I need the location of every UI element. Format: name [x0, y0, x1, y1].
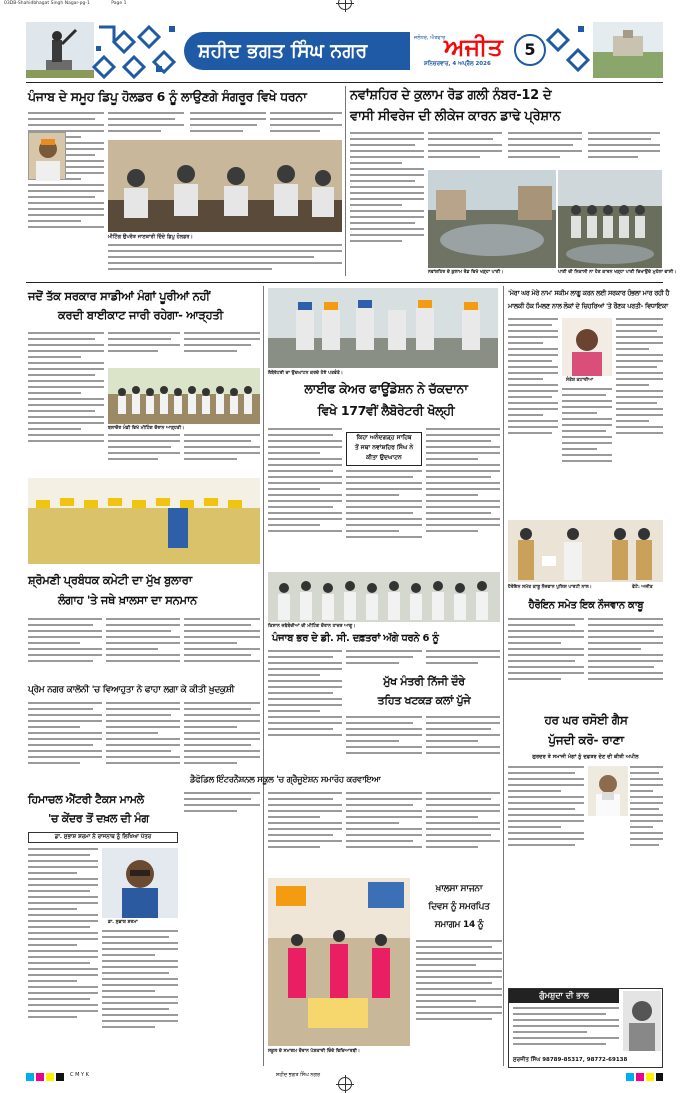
- sewage-col-2: [428, 132, 502, 170]
- lab-col-3: [426, 428, 500, 568]
- heroin-col-1: [508, 618, 584, 708]
- registration-mark-icon: [338, 0, 352, 10]
- women-portrait: [562, 318, 612, 376]
- heroin-caption: ਹੈਰੋਇਨ ਸਮੇਤ ਕਾਬੂ ਨੌਜਵਾਨ ਪੁਲਿਸ ਪਾਰਟੀ ਨਾਲ।: [508, 585, 592, 590]
- gas-col-1: [508, 766, 584, 876]
- school-col-4: [426, 792, 500, 872]
- himachal-subhead-text: ਡਾ. ਸੁਭਾਸ਼ ਸ਼ਰਮਾ ਨੇ ਰਾਜਨਾਥ ਨੂੰ ਲਿਖਿਆ ਪੱਤਰ: [54, 834, 152, 840]
- school-headline: ਡੈਫੋਡਿਲ ਇੰਟਰਨੈਸ਼ਨਲ ਸਕੂਲ 'ਚ ਗ੍ਰੈਜੂਏਸ਼ਨ ਸਮਾਰੋਹ ਕਰਵਾਇਆ: [190, 775, 381, 785]
- lab-inset-line1: ਕਿਹਾ ਅਨੰਦਗੜ੍ਹ ਸਾਹਿਬ: [356, 434, 412, 441]
- khalsa-headline-line2: ਦਿਵਸ ਨੂੰ ਸਮਰਪਿਤ: [428, 902, 490, 912]
- sewage-caption-left: ਨਵਾਂਸ਼ਹਿਰ ਦੇ ਕੁਲਾਮ ਰੋਡ ਵਿਖੇ ਖੜ੍ਹਾ ਪਾਣੀ।: [428, 270, 504, 275]
- lab-photo-main: [268, 288, 498, 368]
- sgpc-col-1: [28, 618, 102, 680]
- school-photo: [268, 878, 410, 1046]
- women-col-1: [508, 318, 558, 518]
- missing-headline-bar: [509, 989, 619, 1003]
- protest-headline: ਪੰਜਾਬ ਭਰ ਦੇ ਡੀ. ਸੀ. ਦਫ਼ਤਰਾਂ ਅੱਗੇ ਧਰਨੇ 6 ਨੂੰ: [272, 633, 439, 644]
- school-col-1: [184, 792, 260, 812]
- women-caption: ਸੰਤੋਸ਼ ਕਟਾਰੀਆ: [566, 378, 594, 383]
- heroin-col-2: [588, 618, 663, 708]
- sgpc-headline-line2: ਲੰਗਾਹ 'ਤੇ ਜਥੇ ਖ਼ਾਲਸਾ ਦਾ ਸਨਮਾਨ: [58, 593, 197, 607]
- demands-headline-line2: ਕਰਦੀ ਬਾਈਕਾਟ ਜਾਰੀ ਰਹੇਗਾ- ਆੜ੍ਹਤੀ: [58, 308, 223, 322]
- sewage-headline-line1: ਨਵਾਂਸ਼ਹਿਰ ਦੇ ਕੁਲਾਮ ਰੋਡ ਗਲੀ ਨੰਬਰ-12 ਦੇ: [350, 88, 552, 103]
- statue-icon: [26, 22, 94, 78]
- depot-col-4: [270, 112, 342, 136]
- khalsa-headline-line1: ਖ਼ਾਲਸਾ ਸਾਜਨਾ: [435, 884, 483, 894]
- brand-logo: ਅਜੀਤ: [444, 33, 503, 61]
- demands-col-3: [184, 332, 260, 366]
- demands-photo: [108, 368, 260, 424]
- lab-col-1: [268, 428, 342, 568]
- heroin-photo: [508, 520, 663, 582]
- phulkari-pattern: [94, 22, 184, 78]
- school-caption: ਸਕੂਲ ਦੇ ਸਮਾਗਮ ਦੌਰਾਨ ਪੇਸ਼ਕਾਰੀ ਦਿੰਦੇ ਵਿਦਿਆਰਥੀ।: [268, 1049, 361, 1054]
- masthead: [26, 22, 663, 78]
- color-swatch-magenta: [36, 1073, 44, 1081]
- depot-caption: ਮੀਟਿੰਗ ਉਪਰੰਤ ਜਾਣਕਾਰੀ ਦਿੰਦੇ ਡਿਪੂ ਹੋਲਡਰ।: [108, 234, 193, 240]
- himachal-col-2: [102, 930, 178, 1050]
- color-swatch-cyan: [26, 1073, 34, 1081]
- gas-headline-line1: ਹਰ ਘਰ ਰਸੋਈ ਗੈਸ: [544, 713, 628, 727]
- masthead-band: [184, 32, 544, 70]
- minister-col-1: [346, 716, 422, 772]
- page-slug: [4, 1, 244, 9]
- sgpc-col-3: [184, 618, 260, 680]
- minister-headline-line1: ਮੁੱਖ ਮੰਤਰੀ ਨਿੱਜੀ ਦੌਰੇ: [383, 675, 465, 688]
- school-col-3: [346, 792, 422, 872]
- color-swatch-yellow: [46, 1073, 54, 1081]
- lab-headline-line2: ਵਿਖੇ 177ਵੀਂ ਲੈਬੋਰੇਟਰੀ ਖੋਲ੍ਹੀ: [317, 403, 455, 418]
- sewage-photo-left: [428, 170, 556, 268]
- color-swatch-right-magenta: [636, 1073, 644, 1081]
- demands-col-2: [108, 332, 180, 366]
- love-col-1: [28, 702, 102, 790]
- missing-photo: [623, 991, 661, 1051]
- women-headline-line1: 'ਮੇਰਾ ਘਰ ਮੇਰੇ ਨਾਮ' ਸਕੀਮ ਲਾਗੂ ਕਰਨ ਲਈ ਸਰਕਾਰ ਹੰਭਲਾ ਮਾਰ ਰਹੀ ਹੈ: [508, 289, 670, 297]
- column-divider: [503, 286, 504, 1066]
- demands-col-4: [108, 434, 180, 474]
- himachal-headline-line1: ਹਿਮਾਚਲ ਐਂਟਰੀ ਟੈਕਸ ਮਾਮਲੇ: [28, 793, 144, 806]
- protest-col-1: [268, 650, 342, 770]
- depot-col-3: [190, 112, 266, 136]
- depot-col-5: [108, 244, 342, 282]
- section-rule: [26, 282, 663, 283]
- lab-inset-line3: ਕੀਤਾ ਉਦਘਾਟਨ: [366, 454, 402, 461]
- sewage-caption-right: ਪਾਣੀ ਦੀ ਨਿਕਾਸੀ ਨਾ ਹੋਣ ਕਾਰਨ ਖੜ੍ਹਾ ਪਾਣੀ ਦਿਖਾਉਂਦੇ ਮੁਹੱਲਾ ਵਾਸੀ।: [558, 270, 677, 275]
- statue-photo: [26, 22, 94, 78]
- women-col-3: [616, 318, 663, 518]
- minister-headline-line2: ਤਹਿਤ ਖਟਕੜ ਕਲਾਂ ਪੁੱਜੇ: [377, 694, 471, 707]
- protest-photo: [268, 572, 500, 622]
- protest-col-3: [426, 650, 500, 674]
- gas-headline-line2: ਪੁੱਜਦੀ ਕਰੋ- ਰਾਣਾ: [548, 733, 624, 747]
- footer-bar: [26, 1070, 663, 1084]
- missing-footer: ਸੁਰਜੀਤ ਸਿੰਘ 98789-85317, 98772-69138: [513, 1057, 628, 1063]
- depot-headline: ਪੰਜਾਬ ਦੇ ਸਮੂਹ ਡਿਪੂ ਹੋਲਡਰ 6 ਨੂੰ ਲਾਉਣਗੇ ਸੰਗਰੂਰ ਵਿਖੇ ਧਰਨਾ: [28, 89, 307, 104]
- depot-photo: [108, 140, 342, 232]
- himachal-subhead: [28, 832, 178, 843]
- himachal-headline-line2: 'ਚ ਕੇਂਦਰ ਤੋਂ ਦਖ਼ਲ ਦੀ ਮੰਗ: [48, 812, 149, 825]
- sgpc-col-2: [106, 618, 180, 680]
- protest-caption: ਕਿਸਾਨ ਜਥੇਬੰਦੀਆਂ ਦੀ ਮੀਟਿੰਗ ਦੌਰਾਨ ਹਾਜ਼ਰ ਆਗੂ।: [268, 624, 356, 629]
- missing-body: [513, 1007, 619, 1053]
- masthead-rule: [26, 82, 663, 83]
- column-divider: [345, 86, 346, 276]
- heroin-headline: ਹੈਰੋਇਨ ਸਮੇਤ ਇਕ ਨੌਜਵਾਨ ਕਾਬੂ: [528, 600, 644, 611]
- himachal-col-1: [28, 848, 98, 1048]
- footer-code: C M Y K: [70, 1072, 89, 1078]
- lab-caption: ਲੈਬੋਰੇਟਰੀ ਦਾ ਉਦਘਾਟਨ ਕਰਦੇ ਹੋਏ ਪਤਵੰਤੇ।: [268, 371, 343, 376]
- lab-col-2: [346, 470, 422, 568]
- portrait-photo: [28, 132, 66, 180]
- love-headline: ਪ੍ਰੇਮ ਨਗਰ ਕਾਲੋਨੀ 'ਚ ਵਿਆਹੁਤਾ ਨੇ ਫਾਹਾ ਲਗਾ ਕੇ ਕੀਤੀ ਖ਼ੁਦਕੁਸ਼ੀ: [28, 685, 235, 695]
- page-number: 5: [524, 40, 536, 59]
- sewage-col-3: [508, 132, 582, 170]
- column-divider: [263, 286, 264, 1066]
- lab-headline-line1: ਲਾਈਫ ਕੇਅਰ ਫਾਊਂਡੇਸ਼ਨ ਨੇ ਚੱਕਦਾਨਾ: [304, 381, 468, 396]
- color-swatch-right-black: [656, 1073, 663, 1081]
- himachal-caption: ਡਾ. ਸੁਭਾਸ਼ ਸ਼ਰਮਾ: [108, 920, 138, 925]
- file-label: 03DB-Shahidbhagat Singh Nagar-pg-1: [4, 1, 90, 6]
- edition-title: ਸ਼ਹੀਦ ਭਗਤ ਸਿੰਘ ਨਗਰ: [198, 40, 368, 62]
- khalsa-headline-line3: ਸਮਾਗਮ 14 ਨੂੰ: [434, 920, 484, 930]
- women-headline-line2: ਮਾਲਕੀ ਹੱਕ ਮਿਲਣ ਨਾਲ ਲੋਕਾਂ ਦੇ ਚਿਹਰਿਆਂ 'ਤੇ ਰੌਣਕ ਪਰਤੀ- ਵਿਧਾਇਕਾ: [508, 302, 668, 310]
- issue-date: ਸ਼ਨਿਚਰਵਾਰ, 4 ਅਪ੍ਰੈਲ 2026: [424, 61, 491, 67]
- women-col-2: [562, 388, 612, 518]
- gas-portrait: [588, 766, 628, 816]
- memorial-photo: [593, 22, 663, 78]
- phulkari-pattern-right: [548, 22, 593, 78]
- demands-caption: ਬਲਾਚੌਰ ਮੰਡੀ ਵਿਖੇ ਮੀਟਿੰਗ ਦੌਰਾਨ ਆੜ੍ਹਤੀ।: [108, 426, 185, 431]
- love-col-2: [106, 702, 180, 790]
- sewage-col-4: [588, 132, 660, 170]
- missing-box: [508, 988, 663, 1068]
- himachal-photo: [102, 848, 178, 918]
- jatha-photo: [28, 478, 260, 564]
- minister-col-2: [426, 716, 500, 772]
- color-swatch-right-cyan: [626, 1073, 634, 1081]
- khalsa-col-1: [416, 940, 502, 1046]
- lab-inset-box: [346, 432, 422, 466]
- sewage-col-1: [350, 132, 424, 262]
- footer-center: ਸ਼ਹੀਦ ਭਗਤ ਸਿੰਘ ਨਗਰ: [276, 1072, 321, 1078]
- sgpc-headline-line1: ਸ਼੍ਰੋਮਣੀ ਪ੍ਰਬੰਧਕ ਕਮੇਟੀ ਦਾ ਮੁੱਖ ਬੁਲਾਰਾ: [28, 573, 192, 587]
- gas-subhead: ਗੁਰਦਰ ਤੇ ਸਮਾਜੀ ਮੰਗਾਂ ਨੂੰ ਦਫ਼ਤਰ ਦੇਣ ਦੀ ਕੀਤੀ ਅਪੀਲ: [532, 754, 639, 760]
- missing-headline: ਗੁੰਮਸ਼ੁਦਾ ਦੀ ਭਾਲ: [539, 991, 589, 1000]
- gas-col-2: [630, 766, 663, 876]
- depot-col-2: [108, 112, 184, 136]
- page-number-badge: [514, 34, 546, 66]
- city-line: ਜਲੰਧਰ, ਐਤਵਾਰ: [414, 35, 446, 41]
- color-swatch-right-yellow: [646, 1073, 654, 1081]
- heroin-credit: ਫੋਟੋ: ਅਜੀਤ: [632, 585, 653, 590]
- protest-col-2: [346, 650, 422, 674]
- sewage-headline-line2: ਵਾਸੀ ਸੀਵਰੇਜ ਦੀ ਲੀਕੇਜ ਕਾਰਨ ਡਾਢੇ ਪ੍ਰੇਸ਼ਾਨ: [350, 109, 561, 124]
- color-swatch-black: [56, 1073, 64, 1081]
- school-col-2: [268, 792, 342, 872]
- demands-col-5: [184, 434, 260, 474]
- lab-inset-line2: ਤੋਂ ਜਥਾ ਨਵਾਂਸ਼ਹਿਰ ਸਿੰਘ ਨੇ: [354, 444, 414, 451]
- sewage-photo-right: [558, 170, 662, 268]
- page-label: Page 1: [111, 1, 127, 6]
- demands-headline-line1: ਜਦੋਂ ਤੱਕ ਸਰਕਾਰ ਸਾਡੀਆਂ ਮੰਗਾਂ ਪੂਰੀਆਂ ਨਹੀਂ: [28, 289, 210, 303]
- demands-col-1: [28, 332, 104, 462]
